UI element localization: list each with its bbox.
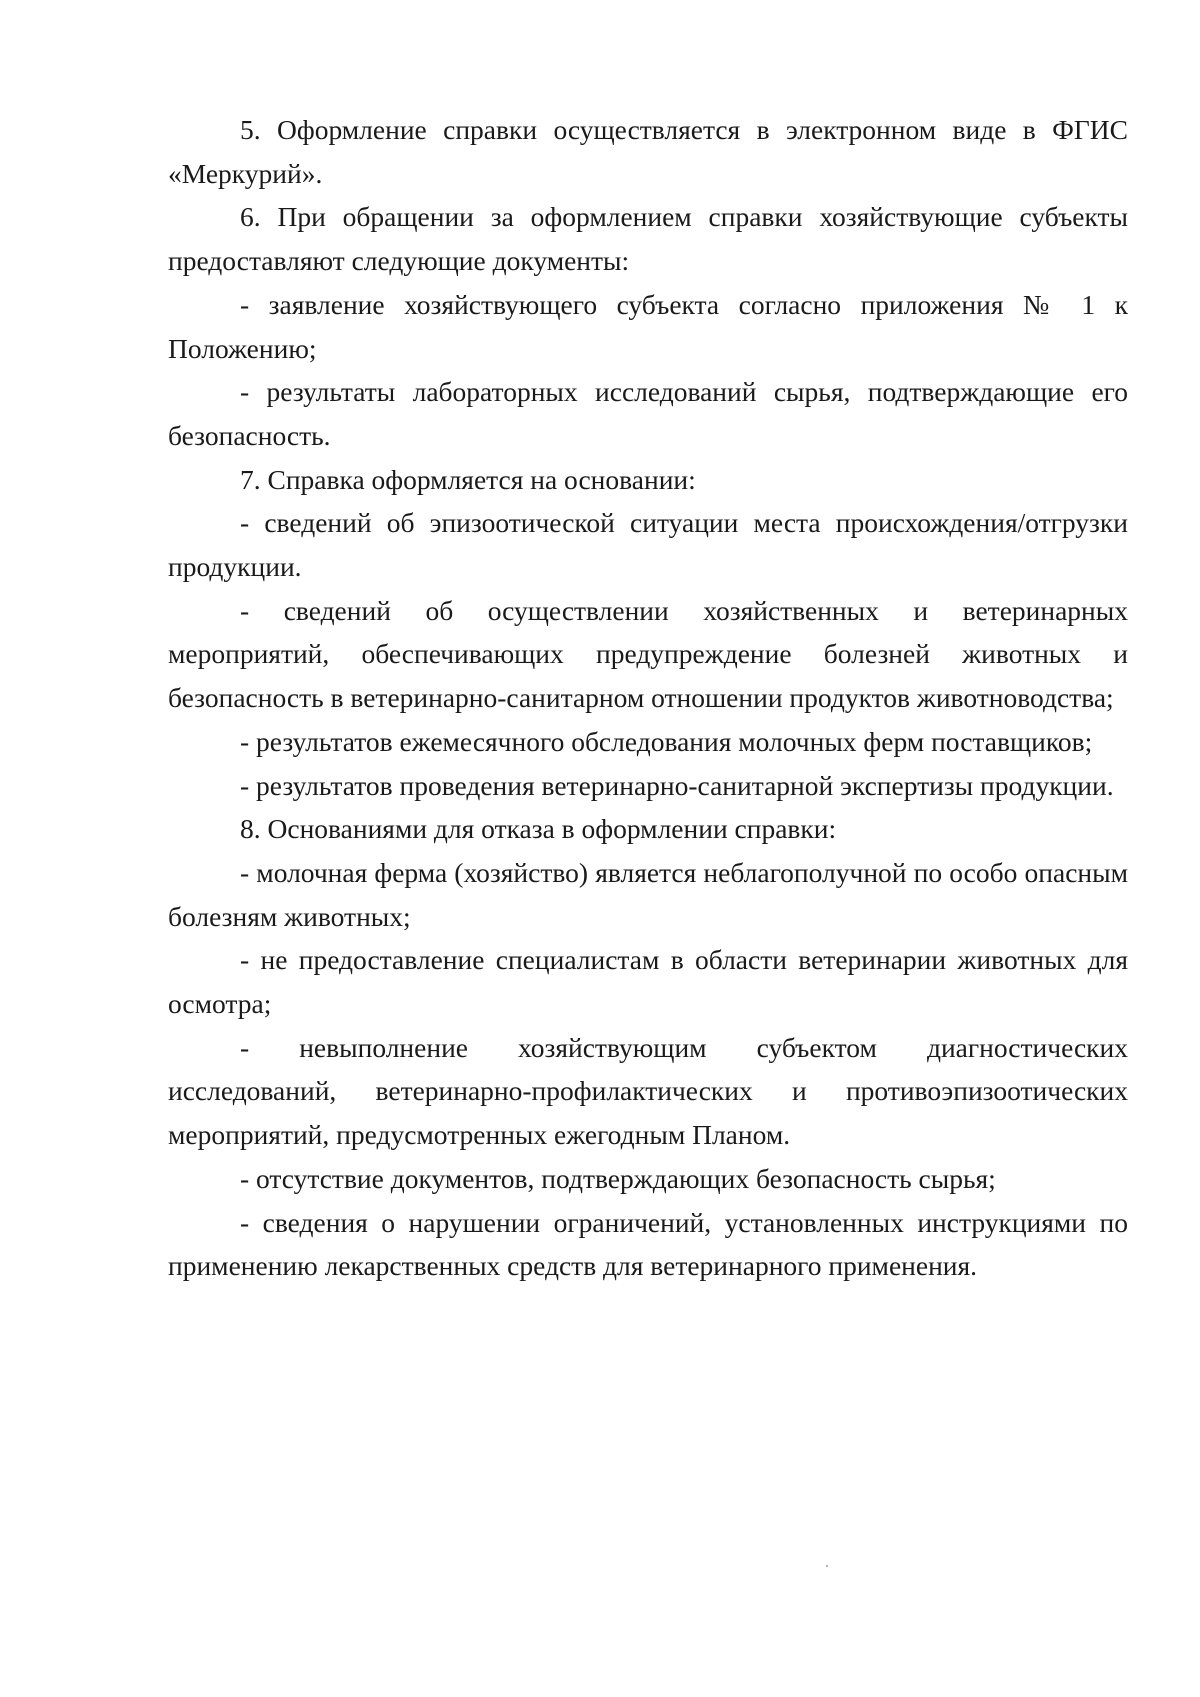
list-item-farm-inspection: - результатов ежемесячного обследования молочных ферм поставщиков;	[240, 725, 1093, 757]
list-item-sanitary-expertise: - результатов проведения ветеринарно-санитарной экспертизы продукции.	[240, 769, 1114, 801]
list-item-unfavorable-farm: - молочная ферма (хозяйство) является неблагополучной по особо опасным болезням животных;	[168, 856, 1128, 932]
list-item-epizootic-situation: - сведений об эпизоотической ситуации места происхождения/отгрузки продукции.	[168, 507, 1128, 583]
paragraph-7-basis: 7. Справка оформляется на основании:	[240, 463, 696, 495]
list-item-lab-results: - результаты лабораторных исследований сырья, подтверждающие его безопасность.	[168, 376, 1128, 451]
document-body	[168, 108, 1128, 1288]
paragraph-8-refusal-grounds: 8. Основаниями для отказа в оформлении справки:	[240, 813, 837, 845]
list-item-drug-restrictions: - сведения о нарушении ограничений, установленных инструкциями по применению лекарственных средств для ветеринарного применения.	[168, 1206, 1128, 1282]
list-item-non-fulfillment: - невыполнение хозяйствующим субъектом диагностических исследований, ветеринарно-профилактических и противоэпизоотических мероприятий, предусмотренных ежегодным Планом.	[168, 1031, 1128, 1151]
paragraph-5-electronic-form: 5. Оформление справки осуществляется в электронном виде в ФГИС «Меркурий».	[168, 114, 1128, 189]
list-item-veterinary-measures: - сведений об осуществлении хозяйственных и ветеринарных мероприятий, обеспечивающих предупреждение болезней животных и безопасность в ветеринарно-санитарном отношении продуктов животноводства;	[168, 594, 1128, 714]
scan-speck	[826, 1565, 828, 1567]
list-item-application: - заявление хозяйствующего субъекта согласно приложения № 1 к Положению;	[168, 288, 1128, 364]
list-item-no-animals-for-inspection: - не предоставление специалистам в области ветеринарии животных для осмотра;	[168, 944, 1128, 1020]
paragraph-6-required-documents: 6. При обращении за оформлением справки хозяйствующие субъекты предоставляют следующие документы:	[168, 201, 1128, 277]
list-item-missing-documents: - отсутствие документов, подтверждающих безопасность сырья;	[240, 1162, 996, 1194]
